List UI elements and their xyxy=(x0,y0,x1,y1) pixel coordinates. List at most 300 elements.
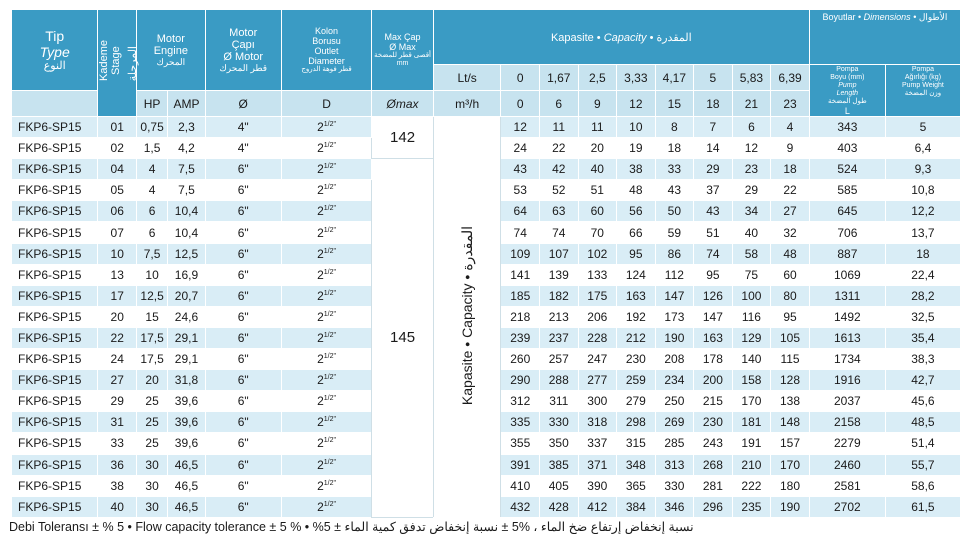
table-body xyxy=(12,117,961,518)
hp-cell: 25 xyxy=(136,391,167,412)
head-cell: 37 xyxy=(694,180,733,201)
type-header-label-ar: النوع xyxy=(43,60,66,72)
motor-diameter-cell: 6" xyxy=(205,222,281,243)
capacity-label: Kapasite • xyxy=(550,32,604,44)
type-cell: FKP6-SP15 xyxy=(12,496,98,517)
type-cell: FKP6-SP15 xyxy=(12,264,98,285)
head-cell: 175 xyxy=(578,285,617,306)
head-cell: 7 xyxy=(694,117,733,138)
pump-length-cell: 2581 xyxy=(809,475,885,496)
motor-diameter-cell: 6" xyxy=(205,496,281,517)
type-cell: FKP6-SP15 xyxy=(12,412,98,433)
footer-note: Debi Toleransı ± % 5 • Flow capacity tolerance ± 5 % • %5 ± نسبة إنخفاض إرتفاع ضخ الماء ، %5 ± نسبة إنخفاض تدفق كمية الماء xyxy=(9,520,694,534)
stage-cell: 07 xyxy=(98,222,137,243)
motor-diameter-cell: 6" xyxy=(205,370,281,391)
head-cell: 350 xyxy=(540,433,579,454)
pump-weight-cell: 13,7 xyxy=(885,222,960,243)
head-cell: 60 xyxy=(771,264,810,285)
head-cell: 277 xyxy=(578,370,617,391)
head-cell: 234 xyxy=(655,370,694,391)
outlet-d-subheader: D xyxy=(281,91,372,117)
flow-m3h-7: 23 xyxy=(771,91,810,117)
amp-cell: 29,1 xyxy=(168,327,206,348)
head-cell: 40 xyxy=(732,222,771,243)
head-cell: 23 xyxy=(732,159,771,180)
motor-engine-label-ar: المحرك xyxy=(156,57,186,67)
stage-cell: 33 xyxy=(98,433,137,454)
outlet-value: 2 xyxy=(317,309,324,324)
capacity-label-ar: • المقدرة xyxy=(646,32,692,44)
stage-cell: 01 xyxy=(98,117,137,138)
motor-diameter-header xyxy=(205,10,281,91)
head-cell: 70 xyxy=(578,222,617,243)
type-cell: FKP6-SP15 xyxy=(12,475,98,496)
head-cell: 311 xyxy=(540,391,579,412)
head-cell: 190 xyxy=(655,327,694,348)
pump-weight-label: Pompa Ağırlığı (kg) xyxy=(904,66,942,81)
motor-diameter-cell: 6" xyxy=(205,433,281,454)
outlet-value: 2 xyxy=(317,225,324,240)
head-cell: 8 xyxy=(655,117,694,138)
outlet-value: 2 xyxy=(317,415,324,430)
hp-cell: 1,5 xyxy=(136,138,167,159)
hp-cell: 0,75 xyxy=(136,117,167,138)
pump-length-cell: 524 xyxy=(809,159,885,180)
head-cell: 335 xyxy=(501,412,540,433)
motor-diameter-cell: 6" xyxy=(205,412,281,433)
type-cell: FKP6-SP15 xyxy=(12,117,98,138)
pump-weight-cell: 51,4 xyxy=(885,433,960,454)
head-cell: 34 xyxy=(732,201,771,222)
pump-length-cell: 1311 xyxy=(809,285,885,306)
capacity-label-en: Capacity xyxy=(603,32,647,44)
outlet-value-fraction: 1/2" xyxy=(323,268,336,276)
stage-cell: 02 xyxy=(98,138,137,159)
head-cell: 330 xyxy=(655,475,694,496)
head-cell: 33 xyxy=(655,159,694,180)
amp-cell: 16,9 xyxy=(168,264,206,285)
max-diameter-cell: 145 xyxy=(372,159,433,518)
dimensions-label-ar: • الأطوال xyxy=(910,12,948,22)
hp-cell: 6 xyxy=(136,222,167,243)
flow-lts-3: 3,33 xyxy=(617,65,656,91)
head-cell: 80 xyxy=(771,285,810,306)
stage-header-label-ar: المرحلة xyxy=(126,45,139,81)
stage-cell: 31 xyxy=(98,412,137,433)
head-cell: 22 xyxy=(540,138,579,159)
amp-cell: 7,5 xyxy=(168,180,206,201)
hp-cell: 30 xyxy=(136,454,167,475)
type-cell: FKP6-SP15 xyxy=(12,285,98,306)
outlet-cell xyxy=(281,264,372,285)
head-cell: 9 xyxy=(771,138,810,159)
stage-cell: 20 xyxy=(98,306,137,327)
outlet-value-fraction: 1/2" xyxy=(323,247,336,255)
head-cell: 268 xyxy=(694,454,733,475)
outlet-value-fraction: 1/2" xyxy=(323,416,336,424)
stage-cell: 06 xyxy=(98,201,137,222)
head-cell: 410 xyxy=(501,475,540,496)
head-cell: 40 xyxy=(578,159,617,180)
pump-weight-label-en: Pump Weight xyxy=(901,82,944,89)
pump-weight-label-ar: وزن المضخة xyxy=(904,90,942,97)
outlet-cell xyxy=(281,391,372,412)
head-cell: 95 xyxy=(617,243,656,264)
head-cell: 24 xyxy=(501,138,540,159)
flow-m3h-0: 0 xyxy=(501,91,540,117)
outlet-value-fraction: 1/2" xyxy=(323,353,336,361)
head-cell: 126 xyxy=(694,285,733,306)
head-cell: 14 xyxy=(694,138,733,159)
head-cell: 100 xyxy=(732,285,771,306)
amp-cell: 4,2 xyxy=(168,138,206,159)
pump-length-cell: 403 xyxy=(809,138,885,159)
head-cell: 412 xyxy=(578,496,617,517)
outlet-value-fraction: 1/2" xyxy=(323,331,336,339)
pump-performance-table xyxy=(11,9,961,518)
type-cell: FKP6-SP15 xyxy=(12,159,98,180)
head-cell: 243 xyxy=(694,433,733,454)
pump-length-label-en: Pump Length xyxy=(836,82,859,97)
outlet-value: 2 xyxy=(317,288,324,303)
head-cell: 38 xyxy=(617,159,656,180)
outlet-value-fraction: 1/2" xyxy=(323,374,336,382)
outlet-cell xyxy=(281,159,372,180)
amp-cell: 2,3 xyxy=(168,117,206,138)
pump-length-unit: L xyxy=(844,106,850,116)
head-cell: 102 xyxy=(578,243,617,264)
pump-length-label: Pompa Boyu (mm) xyxy=(830,66,865,81)
head-cell: 312 xyxy=(501,391,540,412)
motor-engine-header xyxy=(136,10,205,91)
max-diameter-unit: mm xyxy=(396,60,409,67)
head-cell: 11 xyxy=(540,117,579,138)
amp-cell: 29,1 xyxy=(168,349,206,370)
head-cell: 52 xyxy=(540,180,579,201)
pump-length-cell: 343 xyxy=(809,117,885,138)
flow-lts-0: 0 xyxy=(501,65,540,91)
head-cell: 390 xyxy=(578,475,617,496)
head-cell: 74 xyxy=(501,222,540,243)
flow-lts-5: 5 xyxy=(694,65,733,91)
pump-length-cell: 706 xyxy=(809,222,885,243)
dimensions-label-en: Dimensions xyxy=(863,12,911,22)
hp-cell: 7,5 xyxy=(136,243,167,264)
outlet-cell xyxy=(281,496,372,517)
head-cell: 124 xyxy=(617,264,656,285)
head-cell: 95 xyxy=(771,306,810,327)
head-cell: 50 xyxy=(655,201,694,222)
head-cell: 138 xyxy=(771,391,810,412)
head-cell: 112 xyxy=(655,264,694,285)
pump-length-cell: 2037 xyxy=(809,391,885,412)
flow-m3h-4: 15 xyxy=(655,91,694,117)
head-cell: 355 xyxy=(501,433,540,454)
outlet-value: 2 xyxy=(317,373,324,388)
head-cell: 59 xyxy=(655,222,694,243)
head-cell: 185 xyxy=(501,285,540,306)
type-header-label-en: Type xyxy=(39,44,70,60)
head-cell: 12 xyxy=(732,138,771,159)
outlet-cell xyxy=(281,180,372,201)
flow-m3h-5: 18 xyxy=(694,91,733,117)
type-cell: FKP6-SP15 xyxy=(12,327,98,348)
outlet-value-fraction: 1/2" xyxy=(323,163,336,171)
head-cell: 405 xyxy=(540,475,579,496)
hp-subheader: HP xyxy=(136,91,167,117)
outlet-cell xyxy=(281,327,372,348)
head-cell: 29 xyxy=(694,159,733,180)
dimensions-label: Boyutlar • xyxy=(822,12,864,22)
head-cell: 337 xyxy=(578,433,617,454)
outlet-value-fraction: 1/2" xyxy=(323,289,336,297)
pump-length-cell: 1069 xyxy=(809,264,885,285)
head-cell: 348 xyxy=(617,454,656,475)
outlet-value-fraction: 1/2" xyxy=(323,395,336,403)
outlet-cell xyxy=(281,370,372,391)
pump-weight-cell: 38,3 xyxy=(885,349,960,370)
outlet-value: 2 xyxy=(317,352,324,367)
head-cell: 18 xyxy=(655,138,694,159)
head-cell: 206 xyxy=(578,306,617,327)
head-cell: 318 xyxy=(578,412,617,433)
head-cell: 215 xyxy=(694,391,733,412)
outlet-value: 2 xyxy=(317,457,324,472)
outlet-cell xyxy=(281,201,372,222)
head-cell: 95 xyxy=(694,264,733,285)
head-cell: 210 xyxy=(732,454,771,475)
outlet-value-fraction: 1/2" xyxy=(323,479,336,487)
outlet-cell xyxy=(281,306,372,327)
head-cell: 51 xyxy=(694,222,733,243)
head-cell: 178 xyxy=(694,349,733,370)
amp-cell: 39,6 xyxy=(168,391,206,412)
outlet-label-ar: قطر فوهة الدروج xyxy=(301,66,352,73)
pump-length-cell: 1613 xyxy=(809,327,885,348)
stage-cell: 36 xyxy=(98,454,137,475)
head-cell: 10 xyxy=(617,117,656,138)
hp-cell: 6 xyxy=(136,201,167,222)
outlet-cell xyxy=(281,117,372,138)
flow-lts-2: 2,5 xyxy=(578,65,617,91)
hp-cell: 17,5 xyxy=(136,327,167,348)
pump-weight-cell: 48,5 xyxy=(885,412,960,433)
hp-cell: 25 xyxy=(136,433,167,454)
outlet-cell xyxy=(281,138,372,159)
pump-weight-cell: 55,7 xyxy=(885,454,960,475)
head-cell: 105 xyxy=(771,327,810,348)
amp-cell: 46,5 xyxy=(168,496,206,517)
head-cell: 115 xyxy=(771,349,810,370)
head-cell: 129 xyxy=(732,327,771,348)
stage-cell: 29 xyxy=(98,391,137,412)
flow-lts-1: 1,67 xyxy=(540,65,579,91)
head-cell: 27 xyxy=(771,201,810,222)
head-cell: 75 xyxy=(732,264,771,285)
type-cell: FKP6-SP15 xyxy=(12,243,98,264)
pump-length-cell: 2158 xyxy=(809,412,885,433)
head-cell: 279 xyxy=(617,391,656,412)
head-cell: 43 xyxy=(501,159,540,180)
head-cell: 391 xyxy=(501,454,540,475)
pump-weight-cell: 35,4 xyxy=(885,327,960,348)
head-cell: 288 xyxy=(540,370,579,391)
flow-lts-4: 4,17 xyxy=(655,65,694,91)
pump-length-cell: 2460 xyxy=(809,454,885,475)
head-cell: 140 xyxy=(732,349,771,370)
outlet-value: 2 xyxy=(317,141,324,156)
hp-cell: 20 xyxy=(136,370,167,391)
max-diameter-label: Max Çap xyxy=(384,32,421,42)
pump-length-label-ar: طول المضخة xyxy=(828,98,867,105)
amp-cell: 7,5 xyxy=(168,159,206,180)
pump-weight-cell: 58,6 xyxy=(885,475,960,496)
amp-cell: 31,8 xyxy=(168,370,206,391)
head-cell: 48 xyxy=(617,180,656,201)
amp-subheader: AMP xyxy=(168,91,206,117)
unit-m3h: m³/h xyxy=(433,91,501,117)
stage-cell: 05 xyxy=(98,180,137,201)
outlet-value-fraction: 1/2" xyxy=(323,310,336,318)
phimax-subheader: Ømax xyxy=(372,91,433,117)
head-cell: 74 xyxy=(694,243,733,264)
head-cell: 74 xyxy=(540,222,579,243)
dimensions-header xyxy=(809,10,960,65)
outlet-value: 2 xyxy=(317,183,324,198)
flow-m3h-3: 12 xyxy=(617,91,656,117)
head-cell: 18 xyxy=(771,159,810,180)
head-cell: 11 xyxy=(578,117,617,138)
table-row xyxy=(12,117,961,138)
outlet-cell xyxy=(281,433,372,454)
pump-weight-cell: 6,4 xyxy=(885,138,960,159)
type-subheader xyxy=(12,91,98,117)
stage-cell: 04 xyxy=(98,159,137,180)
amp-cell: 10,4 xyxy=(168,222,206,243)
head-cell: 163 xyxy=(694,327,733,348)
hp-cell: 17,5 xyxy=(136,349,167,370)
head-cell: 29 xyxy=(732,180,771,201)
head-cell: 163 xyxy=(617,285,656,306)
head-cell: 230 xyxy=(694,412,733,433)
motor-diameter-cell: 6" xyxy=(205,264,281,285)
max-diameter-label-en: Ø Max xyxy=(389,42,416,52)
stage-cell: 38 xyxy=(98,475,137,496)
head-cell: 139 xyxy=(540,264,579,285)
pump-weight-cell: 61,5 xyxy=(885,496,960,517)
head-cell: 128 xyxy=(771,370,810,391)
outlet-value: 2 xyxy=(317,267,324,282)
type-cell: FKP6-SP15 xyxy=(12,370,98,391)
outlet-value-fraction: 1/2" xyxy=(323,437,336,445)
pump-weight-cell: 12,2 xyxy=(885,201,960,222)
amp-cell: 39,6 xyxy=(168,412,206,433)
head-cell: 173 xyxy=(655,306,694,327)
type-cell: FKP6-SP15 xyxy=(12,180,98,201)
head-cell: 43 xyxy=(655,180,694,201)
type-cell: FKP6-SP15 xyxy=(12,201,98,222)
head-cell: 22 xyxy=(771,180,810,201)
head-cell: 385 xyxy=(540,454,579,475)
motor-diameter-cell: 6" xyxy=(205,285,281,306)
stage-header xyxy=(98,10,137,117)
head-cell: 260 xyxy=(501,349,540,370)
outlet-value-fraction: 1/2" xyxy=(323,458,336,466)
outlet-cell xyxy=(281,243,372,264)
stage-cell: 40 xyxy=(98,496,137,517)
motor-diameter-cell: 6" xyxy=(205,243,281,264)
head-cell: 191 xyxy=(732,433,771,454)
stage-cell: 17 xyxy=(98,285,137,306)
head-cell: 222 xyxy=(732,475,771,496)
head-cell: 63 xyxy=(540,201,579,222)
head-cell: 212 xyxy=(617,327,656,348)
head-cell: 235 xyxy=(732,496,771,517)
head-cell: 259 xyxy=(617,370,656,391)
motor-diameter-cell: 4" xyxy=(205,117,281,138)
pump-length-cell: 2702 xyxy=(809,496,885,517)
type-cell: FKP6-SP15 xyxy=(12,391,98,412)
outlet-cell xyxy=(281,349,372,370)
flow-lts-6: 5,83 xyxy=(732,65,771,91)
head-cell: 230 xyxy=(617,349,656,370)
capacity-side-label xyxy=(433,117,501,518)
head-cell: 281 xyxy=(694,475,733,496)
hp-cell: 4 xyxy=(136,180,167,201)
pump-length-cell: 645 xyxy=(809,201,885,222)
outlet-value: 2 xyxy=(317,246,324,261)
motor-diameter-cell: 4" xyxy=(205,138,281,159)
motor-diameter-label-ar: قطر المحرك xyxy=(219,63,268,73)
outlet-value: 2 xyxy=(317,204,324,219)
head-cell: 32 xyxy=(771,222,810,243)
pump-length-header xyxy=(809,65,885,117)
type-cell: FKP6-SP15 xyxy=(12,454,98,475)
head-cell: 60 xyxy=(578,201,617,222)
flow-m3h-2: 9 xyxy=(578,91,617,117)
pump-length-cell: 887 xyxy=(809,243,885,264)
outlet-cell xyxy=(281,454,372,475)
head-cell: 43 xyxy=(694,201,733,222)
head-cell: 180 xyxy=(771,475,810,496)
motor-engine-label: Motor Engine xyxy=(153,33,188,57)
outlet-value-fraction: 1/2" xyxy=(323,142,336,150)
stage-cell: 24 xyxy=(98,349,137,370)
head-cell: 66 xyxy=(617,222,656,243)
outlet-value: 2 xyxy=(317,499,324,514)
hp-cell: 10 xyxy=(136,264,167,285)
head-cell: 228 xyxy=(578,327,617,348)
outlet-cell xyxy=(281,285,372,306)
motor-diameter-cell: 6" xyxy=(205,391,281,412)
head-cell: 346 xyxy=(655,496,694,517)
hp-cell: 30 xyxy=(136,496,167,517)
head-cell: 133 xyxy=(578,264,617,285)
pump-weight-cell: 32,5 xyxy=(885,306,960,327)
pump-length-cell: 2279 xyxy=(809,433,885,454)
max-diameter-label-ar: أقصى قطر للمضخة xyxy=(374,52,431,59)
motor-diameter-cell: 6" xyxy=(205,327,281,348)
amp-cell: 39,6 xyxy=(168,433,206,454)
type-cell: FKP6-SP15 xyxy=(12,349,98,370)
head-cell: 300 xyxy=(578,391,617,412)
outlet-value: 2 xyxy=(317,436,324,451)
pump-weight-cell: 22,4 xyxy=(885,264,960,285)
head-cell: 42 xyxy=(540,159,579,180)
motor-diameter-cell: 6" xyxy=(205,475,281,496)
head-cell: 213 xyxy=(540,306,579,327)
outlet-value: 2 xyxy=(317,120,324,135)
